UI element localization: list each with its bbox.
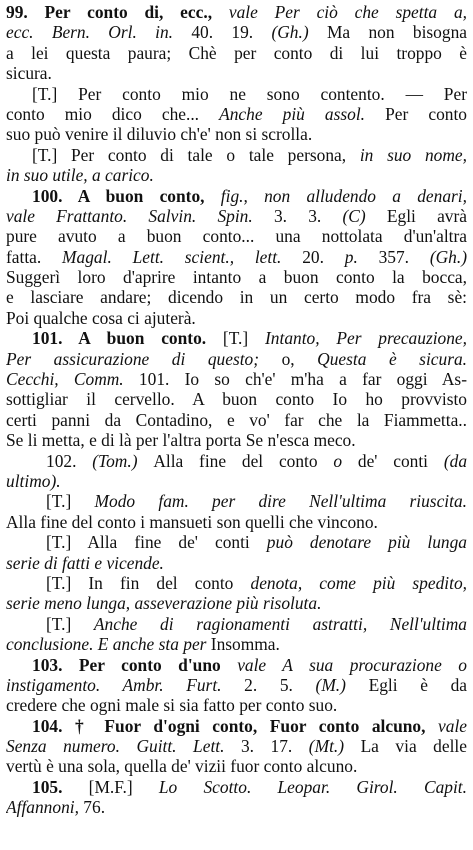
italic-text: (Tom.) [92,450,154,471]
italic-text: (Mt.) [308,736,361,757]
entry-line [6,430,467,450]
body-text: 20. [302,246,345,267]
entry-line [6,532,467,552]
entry-line [6,63,467,83]
entry-headword: 104. † Fuor d'ogni conto, Fuor conto alcuno, [32,715,439,736]
entry-line [6,675,467,695]
entry-line [6,797,467,817]
italic-text: vale Per ciò che spetta a, [228,2,467,22]
body-text: La via delle [360,736,467,757]
body-text: vertù è una sola, quella de' vizii fuor conto alcuno. [6,756,358,777]
entry-line [6,328,467,348]
dictionary-entry [6,777,467,818]
entry-line [6,186,467,206]
entry-line [6,145,467,165]
entry-line [6,512,467,532]
italic-text: o [333,450,358,471]
body-text: o, [281,348,318,369]
entry-headword: 100. A buon conto, [32,185,221,206]
italic-text: denota, come più spedito, [250,572,467,593]
body-text: e lasciare andare; dicendo in un certo modo fra sè: [6,287,467,308]
body-text: credere che ogni male si sia fatto per conto suo. [6,695,338,716]
italic-text: (Gh.) [429,246,467,267]
body-text: conto mio dico che... [6,103,220,124]
body-text: Per conto [385,103,467,124]
body-text: certi panni da Contadino, e vo' far che la Fiammetta.. [6,409,467,430]
dictionary-entry [6,716,467,777]
italic-text: instigamento. Ambr. Furt. [6,674,245,695]
body-text: 3. 3. [273,205,343,226]
italic-text: vale [438,715,467,736]
italic-text: Anche di ragionamenti astratti, Nell'ultima [93,613,467,634]
entry-line [6,43,467,63]
body-text: a lei questa paura; Chè per conto di lui troppo è [6,42,467,63]
italic-text: (Gh.) [271,22,327,43]
dictionary-entry [6,186,467,329]
body-text: Egli è da [368,674,467,695]
entry-headword: 99. Per conto di, ecc., [6,2,229,22]
body-text: 101. Io so ch'e' m'ha a far oggi As- [138,369,467,390]
entry-line [6,349,467,369]
entry-line [6,593,467,613]
entry-headword: 101. A buon conto. [32,328,223,349]
dictionary-page [6,2,467,818]
body-text: suo può venire il diluvio ch'e' non si scrolla. [6,124,313,145]
body-text: Alla fine del conto i mansueti son quelli che vincono. [6,511,378,532]
entry-line [6,553,467,573]
dictionary-entry [6,328,467,450]
entry-line [6,634,467,654]
italic-text: (C) [342,205,387,226]
italic-text: ecc. Bern. Orl. in. [6,22,192,43]
body-text: [T.] Alla fine de' conti [46,532,267,553]
body-text: [T.] [222,328,265,349]
italic-text: Cecchi, Comm. [6,369,139,390]
dictionary-entry [6,532,467,573]
entry-line [6,695,467,715]
entry-line [6,716,467,736]
entry-line [6,573,467,593]
entry-line [6,777,467,797]
body-text: Ma non bisogna [326,22,467,43]
dictionary-entry [6,491,467,532]
entry-line [6,247,467,267]
italic-text: Magal. Lett. scient., lett. [62,246,303,267]
entry-line [6,756,467,776]
italic-text: p. [344,246,379,267]
body-text: [T.] [46,613,94,634]
entry-line [6,22,467,42]
italic-text: in suo nome, [359,144,467,165]
body-text: Suggerì loro d'aprire intanto a buon conto la bocca, [6,267,467,288]
italic-text: Intanto, Per precauzione, [265,328,467,349]
entry-headword: 105. [32,776,89,797]
body-text: [T.] Per conto di tale o tale persona, [32,144,360,165]
body-text: 40. 19. [191,22,272,43]
entry-line [6,287,467,307]
italic-text: Lo Scotto. Leopar. Girol. Capit. [158,776,467,797]
entry-line [6,308,467,328]
italic-text: serie meno lunga, asseverazione più risoluta. [6,593,322,614]
entry-line [6,84,467,104]
italic-text: Senza numero. Guitt. Lett. [6,736,241,757]
italic-text: (M.) [315,674,369,695]
body-text: pure avuto a buon conto... una nottolata d'un'altra [6,226,467,247]
body-text: 2. 5. [244,674,316,695]
entry-line [6,410,467,430]
body-text: [T.] In fin del conto [46,572,251,593]
entry-line [6,165,467,185]
entry-line [6,491,467,511]
dictionary-entry [6,573,467,614]
italic-text: ultimo). [6,470,61,491]
dictionary-entry [6,2,467,84]
body-text: [T.] [46,491,95,512]
entry-line [6,389,467,409]
entry-line [6,206,467,226]
italic-text: serie di fatti e vicende. [6,552,164,573]
entry-line [6,226,467,246]
dictionary-entry [6,655,467,716]
body-text: sottigliar il cervello. A buon conto Io ho provvisto [6,389,467,410]
body-text: 102. [46,450,93,471]
body-text: Insomma. [210,634,280,655]
body-text: Poi qualche cosa ci ajuterà. [6,307,196,328]
body-text: Egli avrà [386,205,467,226]
entry-line [6,267,467,287]
body-text: Alla fine del conto [153,450,334,471]
body-text: fatta. [6,246,63,267]
entry-line [6,736,467,756]
entry-line [6,451,467,471]
entry-line [6,369,467,389]
entry-line [6,104,467,124]
body-text: Se li metta, e di là per l'altra porta Se n'esca meco. [6,430,356,451]
body-text: 357. [378,246,430,267]
italic-text: conclusione. E anche sta per [6,634,211,655]
italic-text: in suo utile, a carico. [6,165,154,186]
body-text: [T.] Per conto mio ne sono contento. — Per [32,83,467,104]
italic-text: vale A sua procurazione o [237,654,467,675]
italic-text: fig., non alludendo a denari, [220,185,467,206]
body-text: [M.F.] [88,776,159,797]
entry-line [6,471,467,491]
dictionary-entry [6,451,467,492]
italic-text: Anche più assol. [219,103,386,124]
entry-line [6,655,467,675]
dictionary-entry [6,614,467,655]
italic-text: può denotare più lunga [266,532,467,553]
italic-text: vale Frattanto. Salvin. Spin. [6,205,274,226]
entry-headword: 103. Per conto d'uno [32,654,238,675]
body-text: 3. 17. [240,736,309,757]
entry-line [6,124,467,144]
dictionary-entry [6,145,467,186]
italic-text: Modo fam. per dire Nell'ultima riuscita. [94,491,467,512]
body-text: 76. [83,797,106,818]
italic-text: Questa è sicura. [317,348,467,369]
body-text: sicura. [6,63,52,84]
dictionary-entry [6,84,467,145]
entry-line [6,2,467,22]
italic-text: Per assicurazione di questo; [6,348,282,369]
italic-text: Affannoni, [6,797,84,818]
italic-text: (da [443,450,467,471]
entry-line [6,614,467,634]
body-text: de' conti [357,450,444,471]
